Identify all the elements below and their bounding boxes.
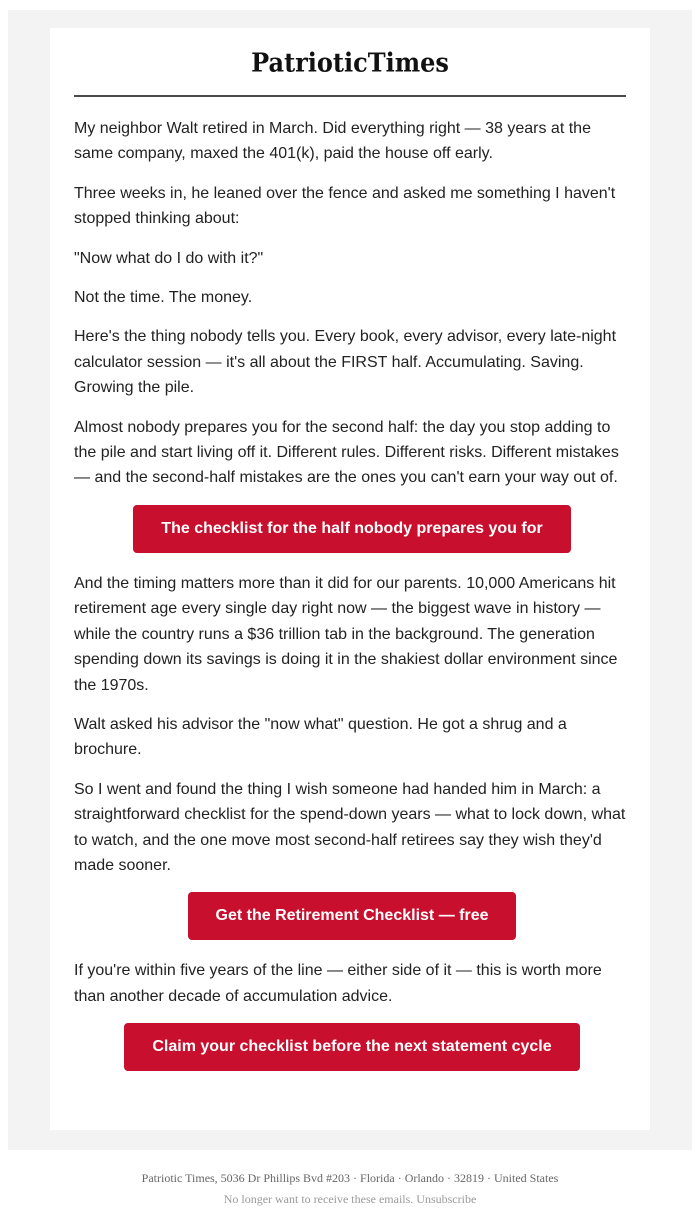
unsubscribe-text: No longer want to receive these emails.: [223, 1192, 414, 1206]
unsubscribe-link[interactable]: Unsubscribe: [416, 1192, 477, 1206]
paragraph-1: My neighbor Walt retired in March. Did everything right — 38 years at the same company, maxed the 401(k), paid the house off early.: [74, 120, 591, 163]
cta-1-wrapper: [74, 505, 630, 553]
email-body: [74, 116, 630, 1089]
footer-address: Patriotic Times, 5036 Dr Phillips Bvd #203 · Florida · Orlando · 32819 · United States: [141, 1171, 559, 1185]
paragraph-8: Walt asked his advisor the "now what" question. He got a shrug and a brochure.: [74, 715, 567, 759]
cta-get-checklist-button[interactable]: Get the Retirement Checklist — free: [188, 892, 517, 940]
email-footer: [0, 1168, 700, 1210]
email-card: [50, 28, 650, 1130]
cta-2-wrapper: [74, 892, 630, 940]
email-background: [8, 10, 692, 1150]
cta-3-wrapper: [74, 1023, 630, 1071]
cta-claim-checklist-button[interactable]: Claim your checklist before the next statement cycle: [124, 1023, 579, 1071]
header-divider: [74, 95, 626, 97]
paragraph-2: Three weeks in, he leaned over the fence and asked me something I haven't stopped thinking about:: [74, 184, 616, 228]
paragraph-7: And the timing matters more than it did for our parents. 10,000 Americans hit retirement age every single day right now — the biggest wave in history — while the country runs a $36 trillion tab in the background. The generation spending down its savings is doing it in the shakiest dollar environment since the 1970s.: [74, 574, 618, 694]
paragraph-6: Almost nobody prepares you for the second half: the day you stop adding to the pile and start living off it. Different rules. Different risks. Different mistakes — and the second-half mistakes are the ones you can't earn your way out of.: [74, 418, 619, 487]
brand-logo: PatrioticTimes: [251, 46, 449, 79]
paragraph-9: So I went and found the thing I wish someone had handed him in March: a straightforward checklist for the spend-down years — what to lock down, what to watch, and the one move most second-half retirees say they wish they'd made sooner.: [74, 780, 626, 874]
paragraph-4: Not the time. The money.: [74, 289, 253, 307]
paragraph-10: If you're within five years of the line — either side of it — this is worth more than another decade of accumulation advice.: [74, 962, 602, 1005]
paragraph-5: Here's the thing nobody tells you. Every book, every advisor, every late-night calculator session — it's all about the FIRST half. Accumulating. Saving. Growing the pile.: [74, 328, 617, 397]
unsubscribe-line: [0, 1189, 700, 1210]
cta-checklist-button[interactable]: The checklist for the half nobody prepares you for: [133, 505, 570, 553]
paragraph-3: "Now what do I do with it?": [74, 249, 264, 267]
